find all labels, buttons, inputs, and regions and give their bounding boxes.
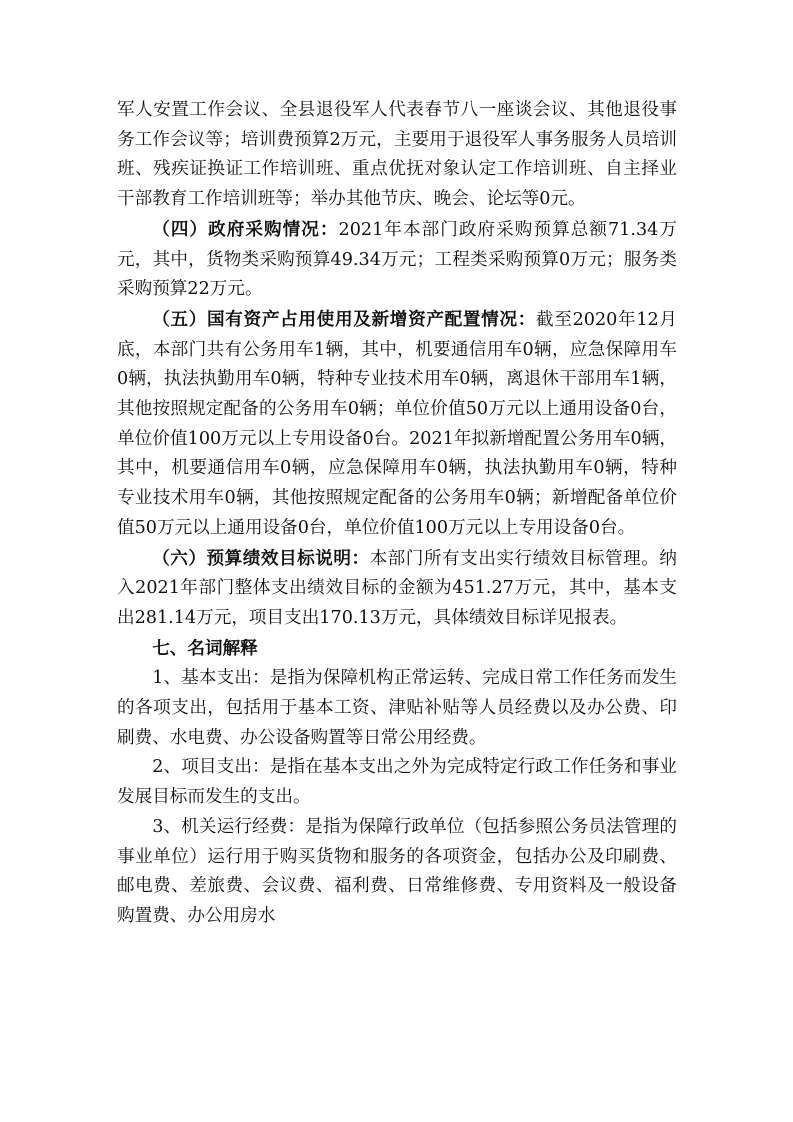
paragraph-text: 3、机关运行经费：是指为保障行政单位（包括参照公务员法管理的事业单位）运行用于购买货物和服务的各项资金，包括办公及印刷费、邮电费、差旅费、会议费、福利费、日常维修费、专用资料及一般设备购置费、办公用房水	[117, 816, 677, 926]
paragraph-text: 截至2020年12月底，本部门共有公务用车1辆，其中，机要通信用车0辆，应急保障用车0辆，执法执勤用车0辆，特种专业技术用车0辆，离退休干部用车1辆，其他按照规定配备的公务用车0辆；单位价值50万元以上通用设备0台，单位价值100万元以上专用设备0台。2021年拟新增配置公务用车0辆，其中，机要通信用车0辆，应急保障用车0辆，执法执勤用车0辆，特种专业技术用车0辆，其他按照规定配备的公务用车0辆；新增配备单位价值50万元以上通用设备0台，单位价值100万元以上专用设备0台。	[117, 309, 677, 538]
section-heading: （四）政府采购情况：	[152, 218, 339, 240]
section-heading: （五）国有资产占用使用及新增资产配置情况：	[152, 308, 537, 330]
paragraph-government-procurement	[117, 215, 677, 305]
section-heading: 七、名词解释	[152, 637, 258, 659]
paragraph-performance-goals	[117, 544, 677, 634]
paragraph-text: 2021年本部门政府采购预算总额71.34万元，其中，货物类采购预算49.34万元；工程类采购预算0万元；服务类采购预算22万元。	[117, 219, 677, 300]
glossary-item-operating-expenses	[117, 813, 677, 932]
paragraph-text: 2、项目支出：是指在基本支出之外为完成特定行政工作任务和事业发展目标而发生的支出。	[117, 757, 677, 808]
glossary-item-basic-expenditure	[117, 664, 677, 753]
document-body	[117, 96, 677, 932]
paragraph-state-assets	[117, 305, 677, 544]
paragraph-text: 军人安置工作会议、全县退役军人代表春节八一座谈会议、其他退役事务工作会议等；培训费预算2万元，主要用于退役军人事务服务人员培训班、残疾证换证工作培训班、重点优抚对象认定工作培训班、自主择业干部教育工作培训班等；举办其他节庆、晚会、论坛等0元。	[117, 100, 677, 210]
paragraph-text: 本部门所有支出实行绩效目标管理。纳入2021年部门整体支出绩效目标的金额为451.27万元，其中，基本支出281.14万元，项目支出170.13万元，具体绩效目标详见报表。	[117, 548, 677, 628]
paragraph-text: 1、基本支出：是指为保障机构正常运转、完成日常工作任务而发生的各项支出，包括用于基本工资、津贴补贴等人员经费以及办公费、印刷费、水电费、办公设备购置等日常公用经费。	[117, 668, 677, 748]
glossary-item-project-expenditure	[117, 753, 677, 812]
section-title-glossary	[117, 634, 677, 665]
paragraph-continuation	[117, 96, 677, 215]
section-heading: （六）预算绩效目标说明：	[152, 547, 370, 569]
